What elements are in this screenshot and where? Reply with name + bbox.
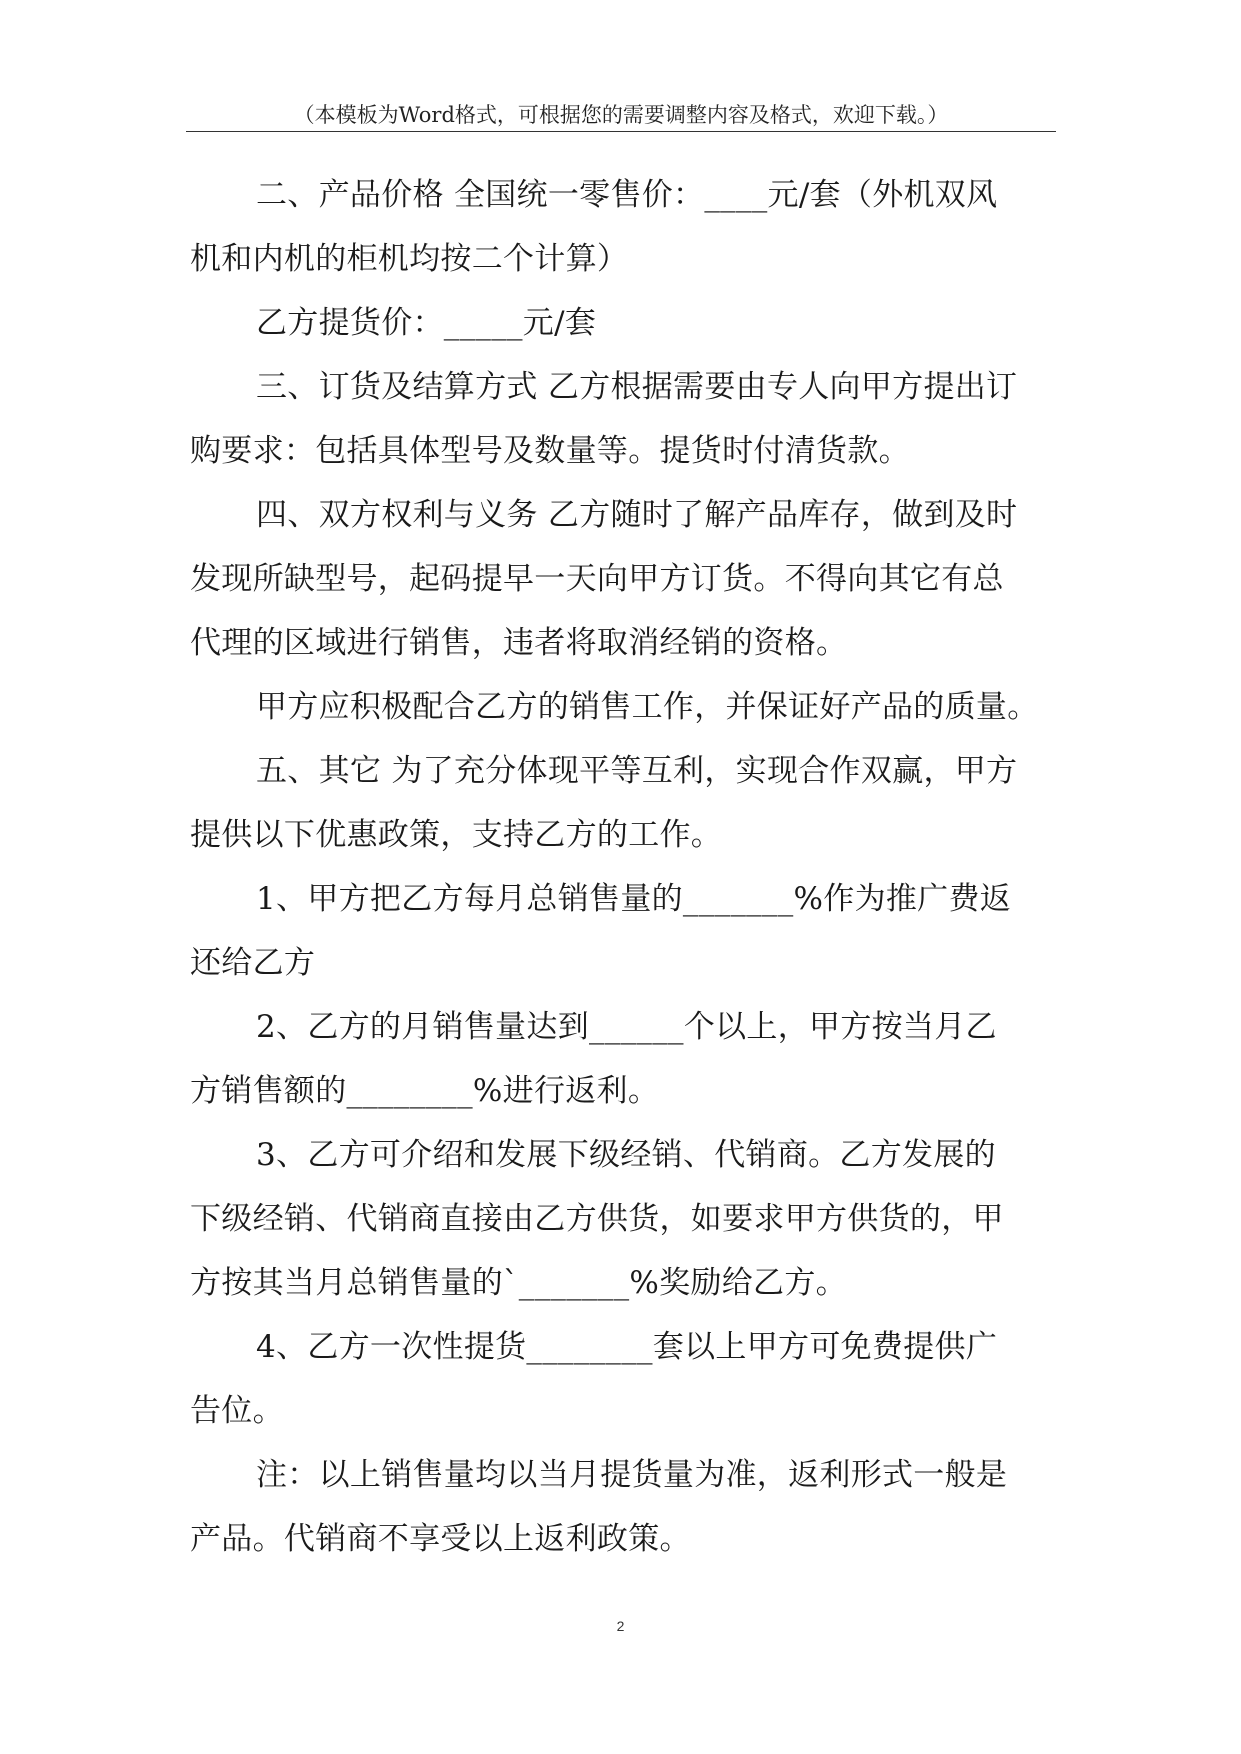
body-line: 注：以上销售量均以当月提货量为准，返利形式一般是 [256, 1457, 1008, 1493]
template-header-note: （本模板为Word格式，可根据您的需要调整内容及格式，欢迎下载。） [293, 103, 949, 127]
body-line: 四、双方权利与义务 乙方随时了解产品库存，做到及时 [256, 497, 1018, 533]
body-line: 还给乙方 [190, 945, 316, 981]
body-line: 方按其当月总销售量的`_______%奖励给乙方。 [190, 1265, 847, 1301]
body-line: 代理的区域进行销售，违者将取消经销的资格。 [190, 625, 848, 661]
body-line: 1、甲方把乙方每月总销售量的_______%作为推广费返 [256, 881, 1012, 917]
header-divider [186, 131, 1056, 132]
body-line: 方销售额的________%进行返利。 [190, 1073, 660, 1109]
body-line: 五、其它 为了充分体现平等互利，实现合作双赢，甲方 [256, 753, 1018, 789]
body-line: 二、产品价格 全国统一零售价：____元/套（外机双风 [256, 177, 998, 213]
body-line: 乙方提货价：_____元/套 [256, 305, 597, 341]
page-number: 2 [616, 1618, 625, 1634]
body-line: 三、订货及结算方式 乙方根据需要由专人向甲方提出订 [256, 369, 1018, 405]
body-line: 提供以下优惠政策，支持乙方的工作。 [190, 817, 723, 853]
body-line: 3、乙方可介绍和发展下级经销、代销商。乙方发展的 [256, 1137, 996, 1173]
body-line: 产品。代销商不享受以上返利政策。 [190, 1521, 691, 1557]
contract-body [190, 163, 1060, 1571]
body-line: 告位。 [190, 1393, 284, 1429]
body-line: 下级经销、代销商直接由乙方供货，如要求甲方供货的，甲 [190, 1201, 1004, 1237]
body-line: 购要求：包括具体型号及数量等。提货时付清货款。 [190, 433, 910, 469]
body-line: 2、乙方的月销售量达到______个以上，甲方按当月乙 [256, 1009, 997, 1045]
body-line: 机和内机的柜机均按二个计算） [190, 241, 629, 277]
body-line: 4、乙方一次性提货________套以上甲方可免费提供广 [256, 1329, 998, 1365]
body-line: 甲方应积极配合乙方的销售工作，并保证好产品的质量。 [256, 689, 1039, 725]
body-line: 发现所缺型号，起码提早一天向甲方订货。不得向其它有总 [190, 561, 1004, 597]
